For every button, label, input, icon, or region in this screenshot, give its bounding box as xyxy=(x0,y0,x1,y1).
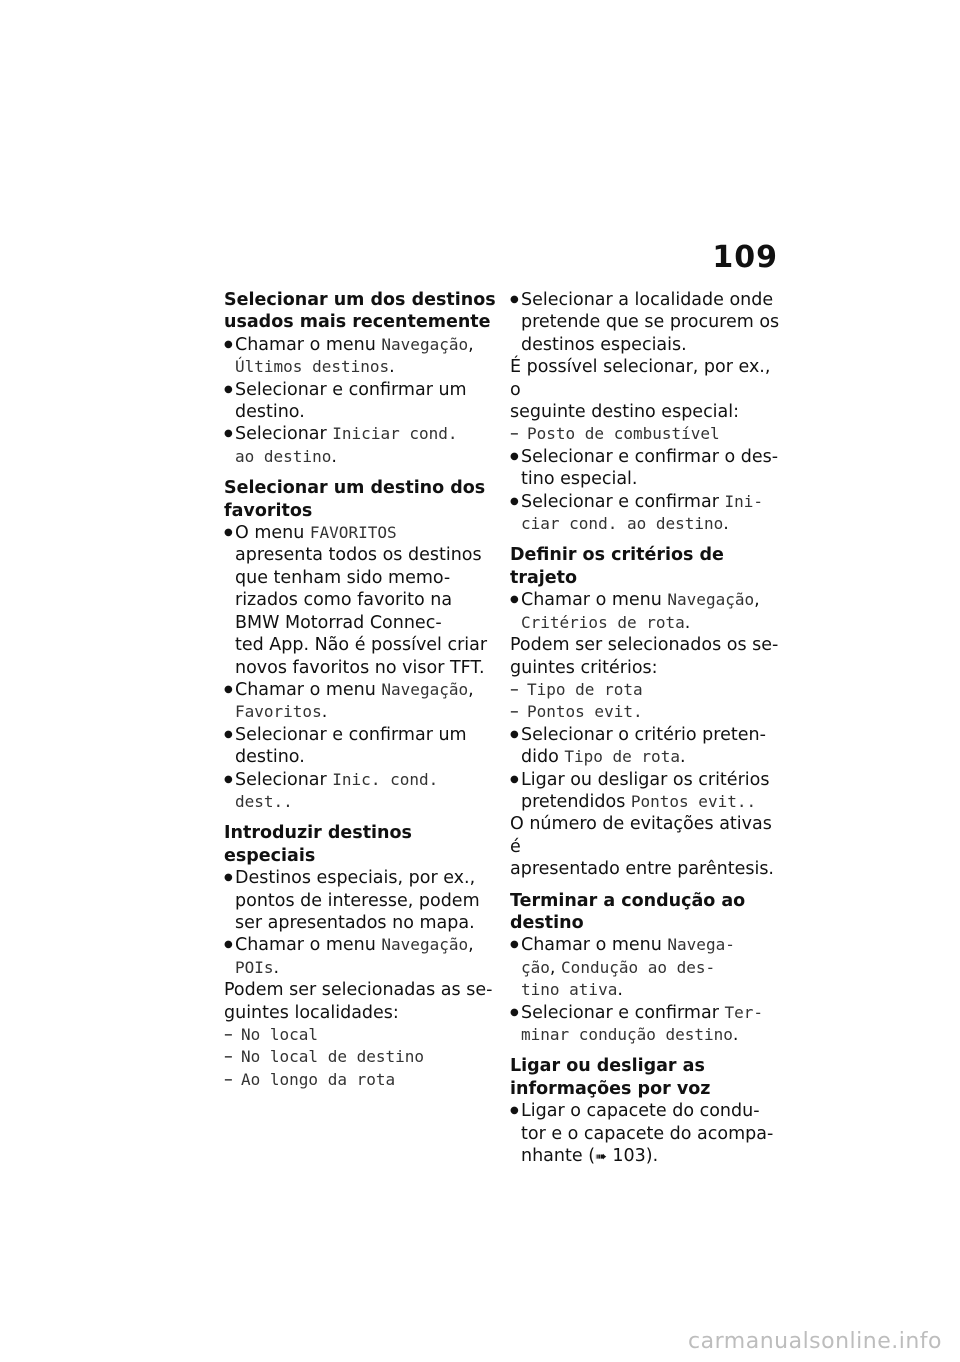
left-column xyxy=(224,289,496,1091)
paragraph: O número de evitações ativas é apresentado entre parêntesis. xyxy=(510,814,774,880)
list-item: ● Selecionar a localidade onde pretende que se procurem os destinos especiais. xyxy=(510,289,782,356)
section-title-route-criteria: Definir os critérios de trajeto xyxy=(510,545,724,588)
list-item: ● Selecionar Iniciar cond. ao destino. xyxy=(224,423,496,468)
list-item: ● Selecionar e confirmar Ini- ciar cond. ao destino. xyxy=(510,491,782,536)
list-item: ● Selecionar Inic. cond. dest.. xyxy=(224,769,496,814)
dash-item: – No local xyxy=(224,1024,496,1046)
dash-item: – No local de destino xyxy=(224,1046,496,1068)
dash-item: – Tipo de rota xyxy=(510,679,782,701)
list-item: ● Chamar o menu Navegação, Últimos destinos. xyxy=(224,334,496,379)
watermark: carmanualsonline.info xyxy=(688,1329,942,1354)
list-item: ● Selecionar e confirmar um destino. xyxy=(224,379,496,424)
list-item: ● Selecionar o critério preten- dido Tipo de rota. xyxy=(510,724,782,769)
section-title-favorites: Selecionar um destino dos favoritos xyxy=(224,478,486,521)
paragraph: Podem ser selecionadas as se- guintes localidades: xyxy=(224,980,493,1023)
paragraph: É possível selecionar, por ex., o seguinte destino especial: xyxy=(510,357,771,423)
section-title-voice-info: Ligar ou desligar as informações por voz xyxy=(510,1056,711,1099)
list-item: ● Chamar o menu Navega- ção, Condução ao des- tino ativa. xyxy=(510,934,782,1001)
section-title-special-destinations: Introduzir destinos especiais xyxy=(224,823,412,866)
right-column xyxy=(510,289,782,1168)
list-item: ● Chamar o menu Navegação, Critérios de rota. xyxy=(510,589,782,634)
paragraph: Podem ser selecionados os se- guintes critérios: xyxy=(510,635,779,678)
list-item: ● Ligar o capacete do condu- tor e o capacete do acompa- nhante (➠ 103). xyxy=(510,1100,782,1168)
list-item: ● Chamar o menu Navegação, POIs. xyxy=(224,934,496,979)
arrow-icon: ➠ xyxy=(595,1149,607,1166)
list-item: ● Selecionar e confirmar um destino. xyxy=(224,724,496,769)
list-item: ● Destinos especiais, por ex., pontos de interesse, podem ser apresentados no mapa. xyxy=(224,867,496,934)
list-item: ● Selecionar e confirmar Ter- minar condução destino. xyxy=(510,1002,782,1047)
list-item: ● Ligar ou desligar os critérios pretendidos Pontos evit.. xyxy=(510,769,782,814)
section-title-end-guidance: Terminar a condução ao destino xyxy=(510,890,746,933)
list-item: ● Selecionar e confirmar o des- tino especial. xyxy=(510,446,782,491)
dash-item: – Posto de combustível xyxy=(510,423,782,445)
dash-item: – Pontos evit. xyxy=(510,701,782,723)
section-title-recent-destinations: Selecionar um dos destinos usados mais recentemente xyxy=(224,290,496,333)
list-item: ● O menu FAVORITOS apresenta todos os destinos que tenham sido memo- rizados como favorito na BMW Motorrad Connec- ted App. Não é possível criar novos favoritos no visor TFT. xyxy=(224,522,496,679)
page-number: 109 xyxy=(712,240,778,275)
list-item: ● Chamar o menu Navegação, Favoritos. xyxy=(224,679,496,724)
dash-item: – Ao longo da rota xyxy=(224,1069,496,1091)
